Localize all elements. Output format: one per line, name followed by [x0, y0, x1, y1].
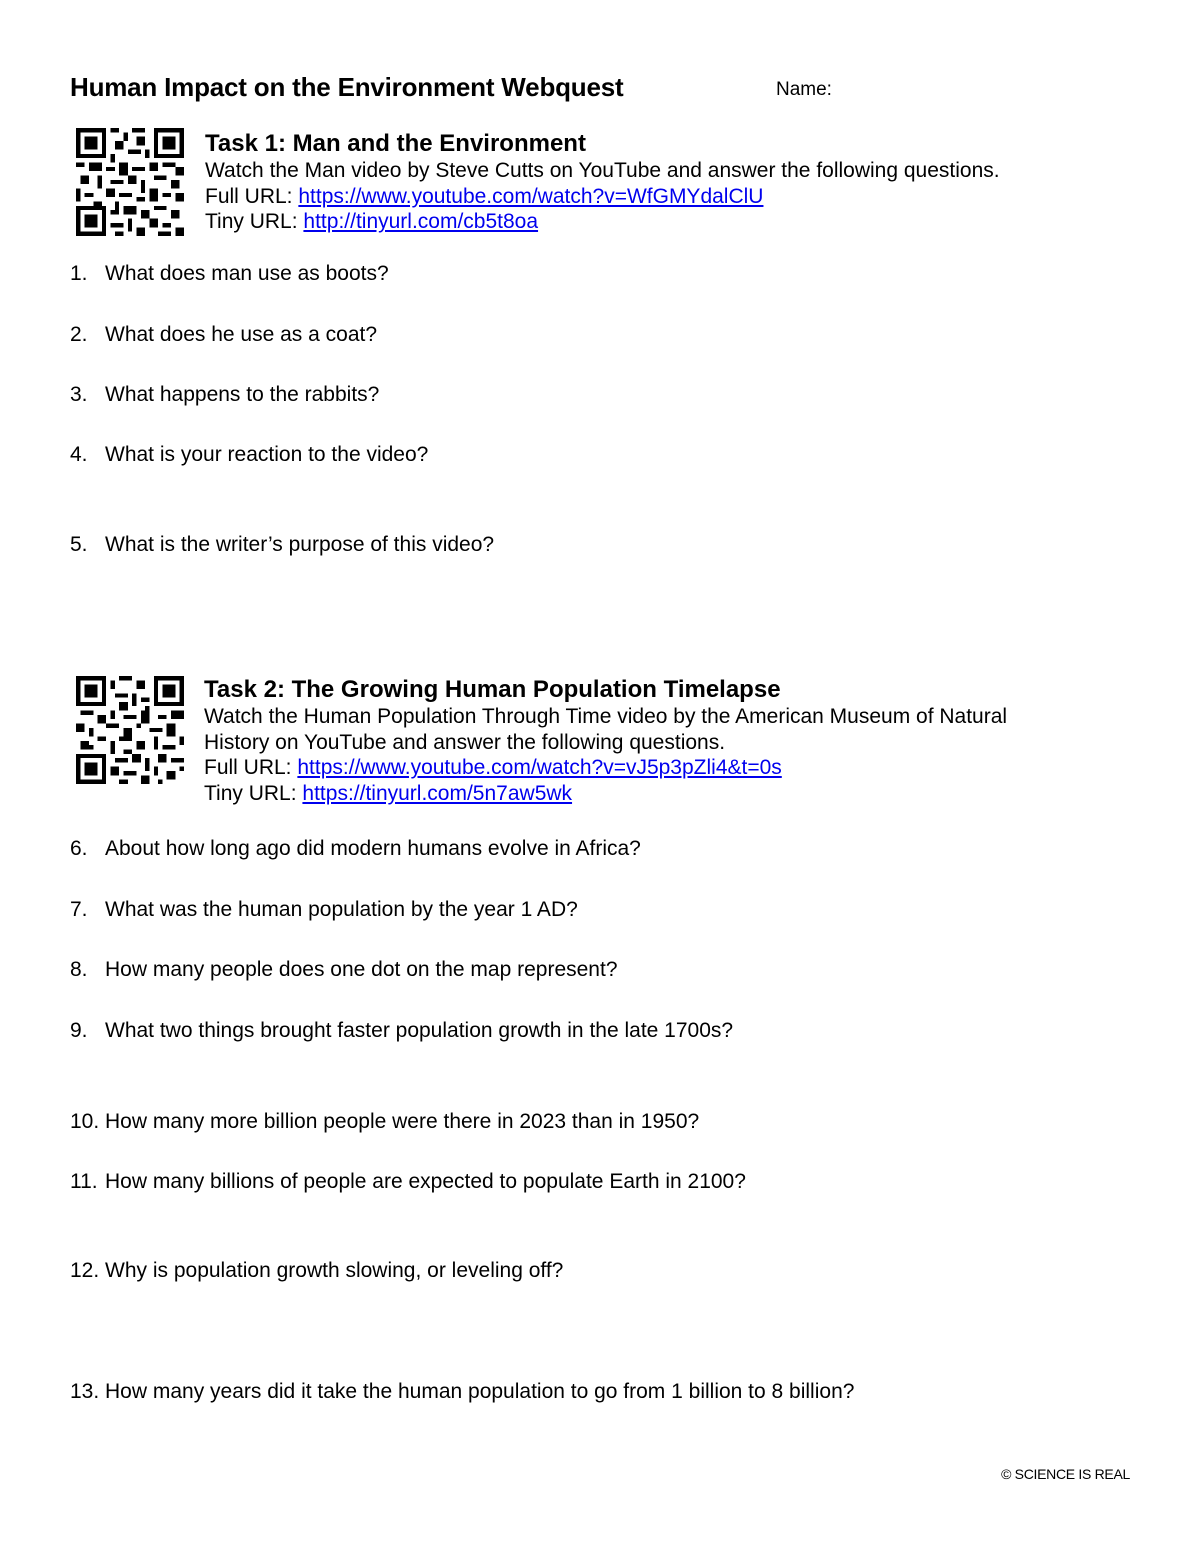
- question-text: What was the human population by the year 1 AD?: [105, 898, 578, 921]
- question-item: [70, 262, 389, 286]
- task1-full-url-row: [205, 184, 1000, 210]
- task2-tiny-url-row: [204, 781, 1007, 807]
- question-text: How many people does one dot on the map represent?: [105, 958, 618, 981]
- question-text: How many years did it take the human population to go from 1 billion to 8 billion?: [105, 1380, 855, 1403]
- full-url-label: Full URL:: [205, 184, 293, 208]
- full-url-label: Full URL:: [204, 756, 292, 779]
- question-item: [70, 1380, 854, 1404]
- question-number: 1.: [70, 262, 88, 285]
- task2-block: [204, 676, 1007, 806]
- qr-code-icon[interactable]: [76, 676, 184, 784]
- question-item: [70, 1019, 733, 1043]
- question-number: 8.: [70, 958, 88, 981]
- question-number: 13.: [70, 1380, 100, 1403]
- question-text: What happens to the rabbits?: [105, 383, 380, 406]
- question-text: What is the writer’s purpose of this video?: [105, 533, 495, 556]
- task2-title: Task 2: The Growing Human Population Timelapse: [204, 676, 781, 703]
- question-number: 7.: [70, 898, 88, 921]
- question-text: What does man use as boots?: [105, 262, 389, 285]
- task2-tiny-url-link[interactable]: https://tinyurl.com/5n7aw5wk: [302, 781, 573, 805]
- task2-instructions-line2: History on YouTube and answer the following questions.: [204, 730, 726, 754]
- task1-full-url-link[interactable]: https://www.youtube.com/watch?v=WfGMYdalClU: [298, 184, 764, 208]
- qr-code-icon[interactable]: [76, 128, 184, 236]
- task1-tiny-url-row: [205, 209, 1000, 235]
- question-text: Why is population growth slowing, or leveling off?: [105, 1259, 564, 1282]
- task1-title: Task 1: Man and the Environment: [205, 130, 586, 157]
- name-label: Name:: [776, 79, 832, 100]
- question-item: [70, 1170, 746, 1194]
- question-number: 6.: [70, 837, 88, 860]
- task2-full-url-link[interactable]: https://www.youtube.com/watch?v=vJ5p3pZli4&t=0s: [297, 756, 782, 779]
- question-item: [70, 958, 618, 982]
- page-title: Human Impact on the Environment Webquest: [70, 72, 624, 102]
- question-item: [70, 533, 494, 557]
- question-number: 5.: [70, 533, 88, 556]
- question-number: 12.: [70, 1259, 100, 1282]
- question-number: 3.: [70, 383, 88, 406]
- task1-tiny-url-link[interactable]: http://tinyurl.com/cb5t8oa: [303, 210, 539, 233]
- tiny-url-label: Tiny URL:: [204, 781, 297, 805]
- copyright-footer: © SCIENCE IS REAL: [1001, 1466, 1130, 1482]
- question-number: 10.: [70, 1110, 100, 1133]
- question-number: 2.: [70, 323, 88, 346]
- question-item: [70, 1259, 563, 1283]
- question-item: [70, 323, 377, 347]
- question-item: [70, 837, 641, 861]
- task1-block: [205, 130, 1000, 235]
- task2-instructions-line1: Watch the Human Population Through Time video by the American Museum of Natural: [204, 705, 1008, 728]
- task1-instructions: Watch the Man video by Steve Cutts on YouTube and answer the following questions.: [205, 159, 1000, 182]
- question-text: What two things brought faster population growth in the late 1700s?: [105, 1019, 734, 1042]
- task2-full-url-row: [204, 755, 1007, 781]
- question-item: [70, 1110, 699, 1134]
- question-number: 11.: [70, 1170, 98, 1193]
- question-number: 4.: [70, 443, 88, 466]
- question-number: 9.: [70, 1019, 88, 1042]
- question-text: How many more billion people were there in 2023 than in 1950?: [105, 1110, 700, 1133]
- question-item: [70, 383, 379, 407]
- question-text: About how long ago did modern humans evolve in Africa?: [105, 837, 641, 860]
- question-text: How many billions of people are expected to populate Earth in 2100?: [105, 1170, 746, 1193]
- question-item: [70, 898, 578, 922]
- question-text: What does he use as a coat?: [105, 323, 378, 346]
- question-text: What is your reaction to the video?: [105, 443, 429, 466]
- tiny-url-label: Tiny URL:: [205, 210, 298, 233]
- question-item: [70, 443, 428, 467]
